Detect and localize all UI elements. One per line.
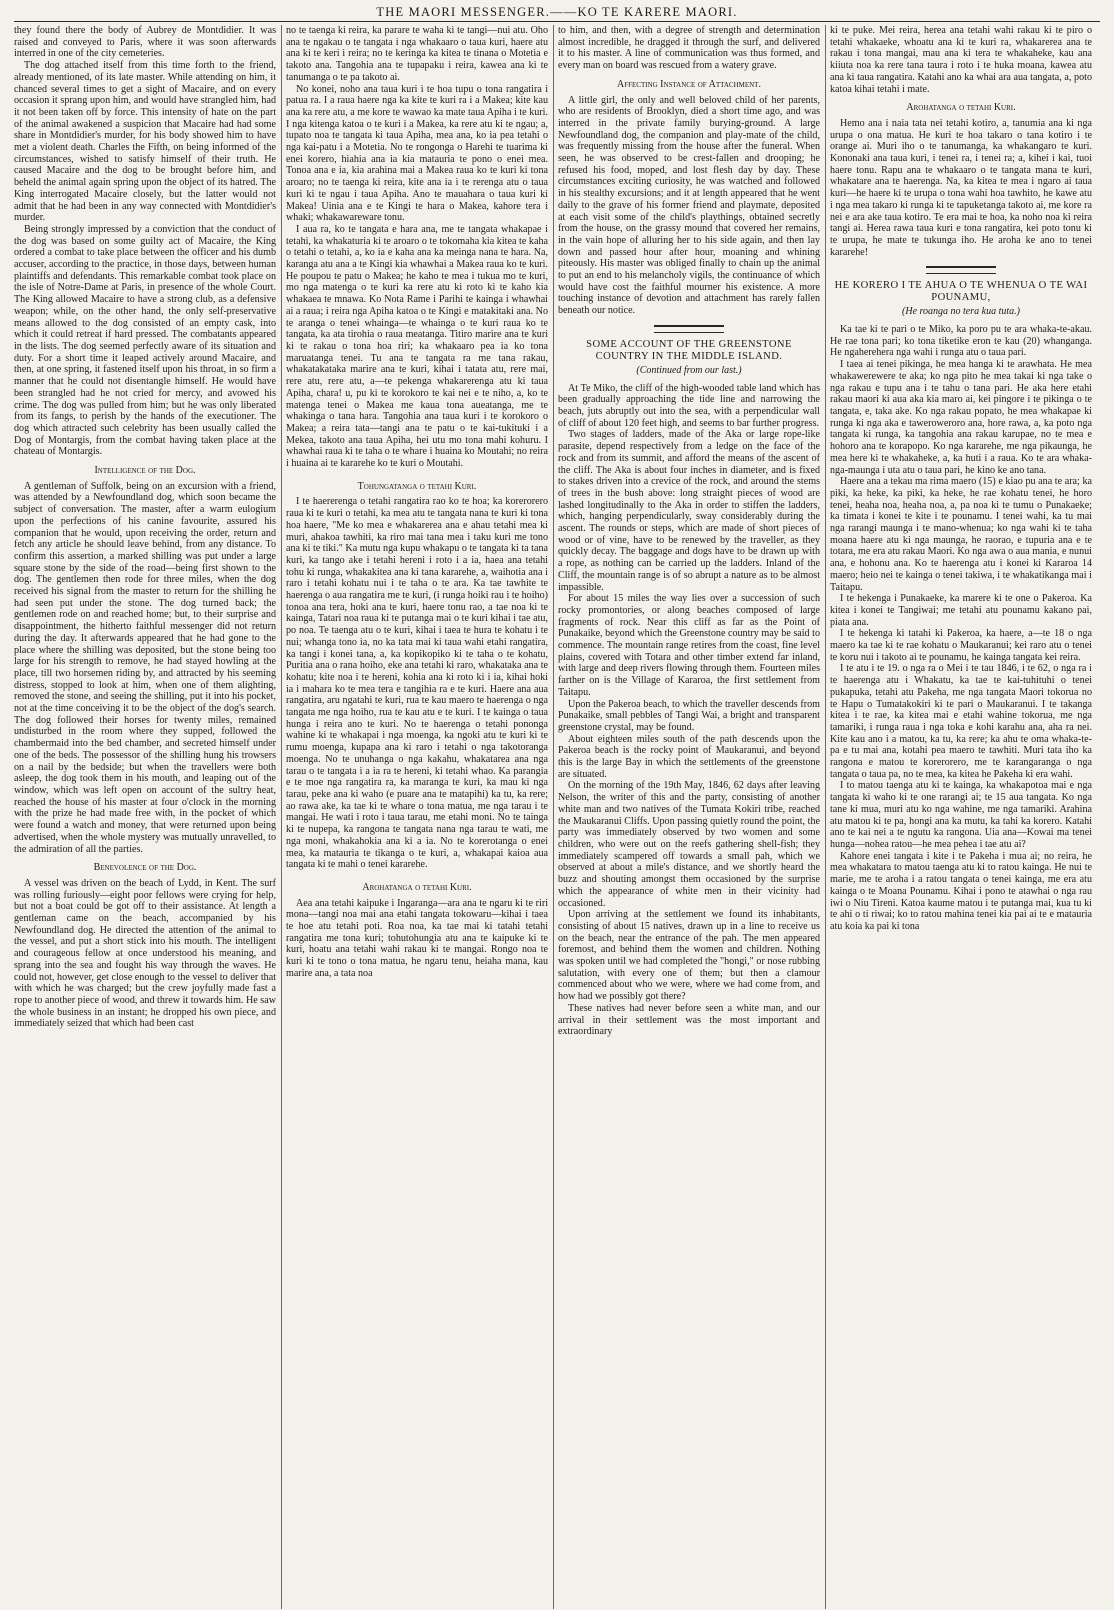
paragraph: no te taenga ki reira, ka parare te waha ki te tangi—nui atu. Oho ana te ngakau o te tangata i nga whakaaro o taua kuri, haere atu ana ki te keri i reira; no te keringa ka kitea te tinana o Motetia e takoto ana. Tangohia ana te tupapaku i reira, kawea ana ki te tanumanga o te pa takoto ai. <box>286 25 548 83</box>
column-rule <box>825 25 826 1609</box>
paragraph: For about 15 miles the way lies over a succession of such rocky promontories, or along beaches composed of large fragments of rock. Near this cliff as far as the Point of Punakaike, beyond which the Greenstone country may be said to commence. The mountain range retires from the coast, fine level plains, covered with Totara and other timber extend far inland, with large and deep rivers flowing through them. Fourteen miles farther on is the Village of Kararoa, the first settlement from Taitapu. <box>558 593 820 698</box>
paragraph: Aea ana tetahi kaipuke i Ingaranga—ara ana te ngaru ki te riri mona—tangi noa mai ana etahi tangata tokowaru—kihai i taea te hoe atu tetahi poti. Roa noa, ka tae mai ki tatahi tetahi rangatira me tona kuri; tohutohungia atu ana te kaipuke ki te kuri, hoatu ana tetahi wahi rakau ki te mangai. Rongo noa te kuri ki te tono o tona matua, he ngaru tenu, heiaha mana, kau marire ana, a tata noa <box>286 897 548 979</box>
column-3 <box>558 25 820 1609</box>
paragraph: I to matou taenga atu ki te kainga, ka whakapotoa mai e nga tangata ki waho ki te one rarangi ai; te 15 aua tangata. Ko nga tane ki mua, muri atu ko nga wahine, me nga tamariki. Arahina atu matou ki te pa, hongi ana ka mutu, ka tahi ka korero. Katahi ano te kai nei a te ngutu ka rangona. Uia ana—Kowai ma tenei hunga—nohea ratou—he mea pehea i tae atu ai? <box>830 780 1092 850</box>
paragraph: I te atu i te 19. o nga ra o Mei i te tau 1846, i te 62, o nga ra i te haerenga atu i Whakatu, ka tae te kai-tuhituhi o tenei pukapuka, tetahi atu Pakeha, me nga tangata Maori tokorua no te Hapu o Tumatakokiri ki te pari o Maukaranui. I te takanga kitea i te rae, ka kitea mai e etahi wahine tokorua, me nga tamariki, i runga raua i nga toka e kohi karahu ana, aha ra nei. Kite kau ano i a matou, ka tu, ka rere; ka ahu te oma whaka-te-pa e tu mai ana, kotahi pea maero te tawhiti. Muri tata iho ka rangona e matou te korerorero, me te karangaranga o nga tangata o taua pa, no te mea, ka kitea he Pakeha ki era wahi. <box>830 663 1092 780</box>
paragraph: ki te puke. Mei reira, herea ana tetahi wahi rakau ki te piro o tetahi whakaeke, whoatu ana ki te kuri ra, whakarerea ana te rakau i tona mangai, mau ana ki tera te whakaheke, kau ana kiiuta noa ka rere tana taura i roto i te huka moana, kawea atu ana ki taua rangatira. Katahi ano ka whai ara aua tangata, a, poto katoa kihai tetahi i mate. <box>830 25 1092 95</box>
paragraph: Haere ana a tekau ma rima maero (15) e kiao pu ana te ara; ka piki, ka heke, ka piki, ka heke, he rae kohatu tenei, he horo tenei, heaha noa, heaha noa, a, pa noa ki te tumu o Punakaeke; ka timata i konei te kite i te pounamu. I tenei wahi, ka tu mai nga rarangi maunga i te mano-whenua; ko nga wahi ki te taha moana haere atu ki nga maunga, he raorao, e tupuria ana e te totara, me era atu rakau Maori. Ko nga awa o aua mania, e nunui ana, e hohonu ana. Ko te haerenga atu i konei ki Kararoa 14 maero; heio nei te kainga o tenei takiwa, i te whakatikanga mai i Taitapu. <box>830 476 1092 593</box>
paragraph: Ka tae ki te pari o te Miko, ka poro pu te ara whaka-te-akau. He rae tona pari; ko tona tiketike eron te kau (20) whanganga. He ngaherehera nga wahi i runga atu o taua pari. <box>830 324 1092 359</box>
paragraph: Upon arriving at the settlement we found its inhabitants, consisting of about 15 natives, drawn up in a line to receive us on the beach, near the entrance of the pah. The men appeared foremost, and behind them the women and children. Nothing was spoken until we had completed the "hongi," or nose rubbing salutation, with every one of them; but then a clamour commenced about who we were, where we had come from, and how had we possibly got there? <box>558 909 820 1003</box>
article-subtitle: (He roanga no tera kua tuta.) <box>902 306 1020 318</box>
paragraph: Being strongly impressed by a conviction that the conduct of the dog was based on some guilty act of Macaire, the King ordered a combat to take place between the officer and his dumb accuser, according to the practice, in those days, between human plaintiffs and defendants. This remarkable combat took place on the isle of Notre-Dame at Paris, in presence of the whole Court. The King allowed Macaire to have a strong club, as a defensive weapon; while, on the other hand, the only self-preservative means allowed to the dog consisted of an empty cask, into which it could retreat if hard pressed. The combatants appeared in the lists. The dog seemed perfectly aware of its situation and duty. For a short time it leaped actively around Macaire, and then, at one spring, it fastened itself upon his throat, in so firm a manner that he could not disentangle himself. He would have been strangled had he not cried for mercy, and avowed his crime. The dog was pulled from him; but he was only liberated from its fangs, to perish by the hands of the executioner. The dog which attracted such celebrity has been usually called the Dog of Montargis, from the combat having taken place at the chateau of Montargis. <box>14 223 276 458</box>
section-divider <box>654 325 724 333</box>
section-heading: Arohatanga o tetahi Kuri. <box>362 881 472 893</box>
section-heading: Arohatanga o tetahi Kuri. <box>906 102 1016 114</box>
column-2 <box>286 25 548 1609</box>
paragraph: A gentleman of Suffolk, being on an excursion with a friend, was attended by a Newfoundland dog, which soon became the subject of conversation. The master, after a warm eulogium upon the perfections of his canine favourite, assured his companion that he would, upon receiving the order, return and fetch any article he should leave behind, from any distance. To confirm this assertion, a marked shilling was put under a large square stone by the side of the road—being first shown to the dog. The gentlemen then rode for three miles, when the dog received his signal from the master to return for the shilling he had seen put under the stone. The dog turned back; the gentlemen rode on and reached home; but, to their surprise and disappointment, the hitherto faithful messenger did not return during the day. It afterwards appeared that he had gone to the place where the shilling was deposited, but the stone being too large for his strength to remove, he had stayed howling at the place, till two horsemen riding by, and attracted by his seeming distress, stopped to look at him, when one of them alighting, removed the stone, and seeing the shilling, put it into his pocket, not at the time conceiving it to be the object of the dog's search. The dog followed their horses for twenty miles, remained undisturbed in the room where they supped, followed the chambermaid into the bed chamber, and secreted himself under one of the beds. The possessor of the shilling hung his trowsers on a nail by the bedside; but when the travellers were both asleep, the dog took them in his mouth, and leaping out of the window, which was left open on account of the sultry heat, reached the house of his master at four o'clock in the morning with the prize he had made free with, in the pocket of which were found a watch and money, that were returned upon being advertised, when the whole mystery was mutually unravelled, to the admiration of all the parties. <box>14 480 276 855</box>
section-heading: Affecting Instance of Attachment. <box>617 78 761 90</box>
paragraph: Two stages of ladders, made of the Aka or large rope-like parasite, depend respectively from a ledge on the face of the rock and from its summit, and afford the means of the ascent of the cliff. The Aka is about four inches in diameter, and is fixed to stakes driven into a crevice of the rock, and around the stems of trees in the bush above: long straight pieces of wood are lashed longitudinally to the Aka in order to stiffen the ladders, which, hanging perpendicularly, sway considerably during the ascent. The rounds or steps, which are made of short pieces of wood or of vine, have to be renewed by the traveller, as they quickly decay. The baggage and dogs have to be drawn up with a rope, as nothing can be carried up the ladders. Inland of the Cliff, the mountain range is of so abrupt a nature as to be almost impassible. <box>558 429 820 593</box>
paragraph: At Te Miko, the cliff of the high-wooded table land which has been gradually approaching the tide line and narrowing the beach, juts abruptly out into the sea, with a perpendicular wall of cliff of about 120 feet high, and seems to bar further progress. <box>558 382 820 429</box>
column-1 <box>14 25 276 1609</box>
article-title: SOME ACCOUNT OF THE GREENSTONE COUNTRY IN THE MIDDLE ISLAND. <box>586 338 792 362</box>
article-subtitle: (Continued from our last.) <box>636 364 742 376</box>
columns-area <box>14 25 1100 1609</box>
paragraph: About eighteen miles south of the path descends upon the Pakeroa beach is the rocky point of Maukaranui, and beyond this is the large Bay in which the settlements of the greenstone are situated. <box>558 733 820 780</box>
paragraph: A vessel was driven on the beach of Lydd, in Kent. The surf was rolling furiously—eight poor fellows were crying for help, but not a boat could be got off to their assistance. At length a gentleman came on the beach, accompanied by his Newfoundland dog. He directed the attention of the animal to the vessel, and put a short stick into his mouth. The intelligent and courageous fellow at once understood his meaning, and sprang into the sea and fought his way through the waves. He could not, however, get close enough to the vessel to deliver that with which he was charged; but the crew joyfully made fast a rope to another piece of wood, and threw it towards him. He saw the whole business in an instant; he dropped his own piece, and immediately seized that which had been cast <box>14 877 276 1030</box>
paragraph: A little girl, the only and well beloved child of her parents, who are residents of Brooklyn, died a short time ago, and was interred in the private family burying-ground. A large Newfoundland dog, the companion and play-mate of the child, was frequently missing from the house after the funeral. When seen, he was observed to be crest-fallen and drooping; he refused his food, moped, and lost flesh day by day. These circumstances exciting curiosity, he was watched and followed in his stealthy excursions; and it at length appeared that he went daily to the grave of his former friend and playmate, deposited at each visit some of the child's playthings, obtained secretly from the house, on the grassy mound that covered her remains, in the vain hope of alluring her to his side again, and then lay down and passed hour after hour, moaning and whining piteously. His master was obliged finally to chain up the animal to put an end to his melancholy vigils, the continuance of which would have cost the faithful mourner his existence. A more touching instance of devotion and attachment has rarely fallen beneath our notice. <box>558 94 820 317</box>
paragraph: Upon the Pakeroa beach, to which the traveller descends from Punakaike, small pebbles of Tangi Wai, a bright and transparent greenstone crystal, may be found. <box>558 698 820 733</box>
paragraph: I aua ra, ko te tangata e hara ana, me te tangata whakapae i tetahi, ka whakaturia ki te aroaro o te tokomaha kia kitea te kaha o tetahi o tetahi, a, ko ia e kaha ana ka meinga nana te hara. Na, karanga atu ana a te Kingi kia whawhai a Makea raua ko te kuri. He poupou te patu o Makea; he kaho te mea i tukua mo te kuri, mo nga matenga o te kuri ka rere atu ki roto ki te kaho kia whakaea te mnawa. Ko Nota Rame i Parihi te kainga i whawhai ai a raua; i reira nga Apiha katoa o te Kingi e matakitaki ana. No te aranga o tenei whainga—te whainga o te kuri raua ko te tangata, ka ata tirohia o raua meatanga. Titiro marire ana te kuri ki te rakau o tona hoa riri; ka whakaaro pea ia ko tona maruatanga tenei. Tu ana te tangata ra me tana rakau, whakatakataka marire ana te kuri, kihai i tatata atu, rere mai, rere atu, rere atu, a—te pekenga whakarerenga atu ki taua Apiha, chara! u, pu ki te korokoro te kai nei e te niho, a, ko te matenga tenei o Makea me kaua tona aueatanga, me te whakinga o tana hara. Tangohia ana taua kuri i te korokoro o Makea; a reira tata—tangi ana te patu o te kai-tukituki i a Mekea, takoto ana taua Apiha, hei utu mo tona mahi kohuru. I whawhai raua ki te taha o te whare i huaina ko Moutahi; no reira i huaina ai te kararehe ko te kuri o Moutahi. <box>286 223 548 470</box>
paragraph: they found there the body of Aubrey de Montdidier. It was raised and conveyed to Paris, where it was soon afterwards interred in one of the city cemeteries. <box>14 25 276 60</box>
column-rule <box>553 25 554 1609</box>
column-rule <box>281 25 282 1609</box>
section-heading: Tohungatanga o tetahi Kuri. <box>357 480 477 492</box>
article-title: HE KORERO I TE AHUA O TE WHENUA O TE WAI POUNAMU, <box>834 280 1088 304</box>
section-heading: Benevolence of the Dog. <box>93 862 197 874</box>
paragraph: I taea ai tenei pikinga, he mea hanga ki te arawhata. He mea whakawerewere te aka; ko nga pito he mea takai ki nga take o nga rakau e tupu ana i te tahu o tana pari. He aka here etahi rakau maori ki aua aka kia maro ai, kei pingore i te pikinga o te tangata, e, taka ake. Ko nga rakau popato, he mea whakapae ki runga ki nga aka e taweroweroro ana, hore rawa, a, ka poto nga tangata ki runga, ka tangohia ana rakau karupae, no te mea e hohoro ana te korapopo. Ko nga kararehe, me nga pikaunga, he mea here ki te whakaheke, a, ka huti i a raua. Ko te ara whaka-nga-maunga i uta atu o taua pari, he kino ke ano tana. <box>830 359 1092 476</box>
spacer <box>286 871 548 875</box>
paragraph: The dog attached itself from this time forth to the friend, already mentioned, of its late master. While attending on him, it chanced several times to get a sight of Macaire, and on every occasion it sprang upon him, and would have strangled him, had it not been taken off by force. This intensity of hate on the part of the animal awakened a suspicion that Macaire had had some share in Montdidier's murder, for his body showed him to have met a violent death. Charles the Fifth, on being informed of the circumstances, wished to satisfy himself of their truth. He caused Macaire and the dog to be brought before him, and beheld the animal again spring upon the object of its hatred. The King interrogated Macaire closely, but the latter would not admit that he had been in any way connected with Montdidier's murder. <box>14 60 276 224</box>
paragraph: I te hekenga ki tatahi ki Pakeroa, ka haere, a—te 18 o nga maero ka tae ki te rae kohatu o Maukaranui; kei raro atu o tenei te koru nui i takoto ai te pounamu, he kainga tangata kei reira. <box>830 628 1092 663</box>
paragraph: Kahore enei tangata i kite i te Pakeha i mua ai; no reira, he mea whakatara to matou taenga atu ki to ratou kainga. He nui te marie, me te aroha i a ratou tangata o tenei kainga, me era atu kainga o te Moana Pounamu. Kihai i pono te atawhai o nga rau iwi o Niu Tireni. Katoa kaume matou i te putanga mai, kua tu ki te ahi o ti riwai; ko to ratou mahina tenei kia pai ai te e matauria atu koia ka pai ki tona <box>830 850 1092 932</box>
paragraph: I te hekenga i Punakaeke, ka marere ki te one o Pakeroa. Ka kitea i konei te Tangiwai; me tetahi atu pounamu kakano pai, piata ana. <box>830 593 1092 628</box>
paragraph: These natives had never before seen a white man, and our arrival in their settlement was the most important and extraordinary <box>558 1002 820 1038</box>
masthead: THE MAORI MESSENGER.——KO TE KARERE MAORI. <box>14 4 1100 22</box>
paragraph: I te haererenga o tetahi rangatira rao ko te hoa; ka korerorero raua ki te kuri o tetahi, ka mea atu te tangata nana te kuri ki tona hoa haere, "Me ko mea e whakarerea ana e ahau tetahi mea ki muri, ahakoa tawhiti, ka riro mai tana mea i taku kuri me tono ana ki te tiki." Ka mutu nga kupu whakapu o te tangata ki ta tana kuri, ka tango ake i tetahi hereni i roto i a ia, haea ana tetahi tohu ki runga, whakakitea ana ki tana kararehe, a, waihotia ana i raro i tetahi kohatu nui i te taha o te ara. Ka tae tawhite te haerenga o aua rangatira me te kuri, (i runga hoiki rau i te hoiho) tonoa ana tera, hoki ana te kuri, haere tonu rao, a tae noa ki te kainga, Tatari noa raua ki te putanga mai o te kuri kihai i tae atu, po noa. Te taenga atu o te kuri, kihai i taea te hura te kohatu i te nui; whanga tono ia, no ka tata mai ki taua wahi etahi rangatira, ka tangi i konei tana, a, ka kopikopiko ki te taha o te kohatu, Puritia ana o rana hoiho, eke ana tetahi ki raro, whakataka ana te kohatu; kite noa i te hereni, kohia ana ki roto ki i ia, kihai hoki ia i mahara ko te mea tera e tangihia ra e te kuri. Haere ana aua rangatira, aru ngatahi te kuri, rua te kau maero te haerenga o nga tangata me nga hoiho, rua te kau atu e te kuri. I te kainga o taua hunga i reira ano te kuri. No te haerenga o tetahi pononga wahine ki te whakapai i nga moenga, ka ngoki atu te kuri ki te rumu moenga, kupapa ana ki raro i tetahi o nga takotoranga moenga. No te unuhanga o nga kakahu, whakatarea ana nga tarau o te tangata i a ia ra te hereni, ki tetahi whao. Ka parangia e te moe nga rangatira ra, ka maranga te kuri, ka mau ki nga tarau, peke ana ki waho (e puare ana te matapihi) ka tu, ka rere; ao rawa ake, ka tae ki te whare o tona matua, me nga tarau i te mangai. He wati i roto i taua tarau, me etahi moni. No te tainga ki te nupepa, ka rangona te tangata nana nga tarau te wati, me nga moni, whakahokia ana ki a ia. No te korerotanga o enei mea, ka matauria te tikanga o te kuri, a, whakapai kaioa aua tangata ki te mahi o tenei kararehe. <box>286 496 548 871</box>
paragraph: Hemo ana i naia tata nei tetahi kotiro, a, tanumia ana ki nga urupa o ona matua. He kuri te hoa takaro o tana kotiro i te orange ai. Muri iho o te tanumanga, ka whakangaro te kuri. Kononaki ana taua kuri, i tenei ra, i tenei ra; a, kihei i kai, tuoi haere tonu. Rapu ana te whakaaro o te tangata mana te kuri, whakatare ana te haerenga. Na, ka kitea te mea i ngaro ai taua kuri—he haere ki te urupa o tona wahi hoa tawhito, he kawe atu i nga mea takaro ki runga ki te tapuketanga takoto ai, me kore ra nei e ara ake taua kotiro. Te era mai te hoa, ka noho noa ki reira tangi ai. Herea rawa taua kuri e tona rangatira, kei poto tonu ki te urupa, he mate te tukunga iho. He aroha ke ano to tenei kararehe! <box>830 117 1092 258</box>
spacer <box>286 470 548 474</box>
column-4 <box>830 25 1092 1609</box>
paragraph: No konei, noho ana taua kuri i te hoa tupu o tona rangatira i patua ra. I a raua haere nga ka kite te kuri ra i a Makea; kite kau ana ka rere atu, a me kore te wawao ka mate taua Apiha i te kuri. I nga kitenga katoa o te kuri i a Makea, ka rere atu ki te ngau; a, tupato noa te tangata ki taua Apiha, mea ana, ko ia pea tetahi o nga kai-patu i a Motetia. No te rongonga o Harehi te tuarima ki enei korero, hiahia ana ia kia matauria te pono o enei mea. Tonoa ana e ia, kia arahina mai a Makea raua ko te kuri ki tona aroaro; no te taenga ki reira, kite ana ia i te rerenga atu o taua kuri ki te ngau i taua Apiha. Ano te mauahara o taua kuri ki Makea! Uinia ana e te Kingi te hara o Makea, kahore tera i whaki; whakawareware tonu. <box>286 83 548 224</box>
section-divider <box>926 266 996 274</box>
paragraph: On the morning of the 19th May, 1846, 62 days after leaving Nelson, the writer of this and the party, consisting of another white man and two natives of the Tumata Kokiri tribe, reached the Maukaranui Cliffs. Upon passing quietly round the point, the party was immediately observed by two women and some children, who were out on the reefs gathering shell-fish; they immediately scampered off towards a small pah, which we observed at about a mile's distance, and we shortly heard the buzz and shouting amongst them occasioned by the surprise which the appearance of white men in their vicinity had occasioned. <box>558 780 820 909</box>
section-heading: Intelligence of the Dog. <box>94 465 196 477</box>
paragraph: to him, and then, with a degree of strength and determination almost incredible, he dragged it through the surf, and delivered it to his master. A line of communication was thus formed, and every man on board was rescued from a watery grave. <box>558 25 820 72</box>
